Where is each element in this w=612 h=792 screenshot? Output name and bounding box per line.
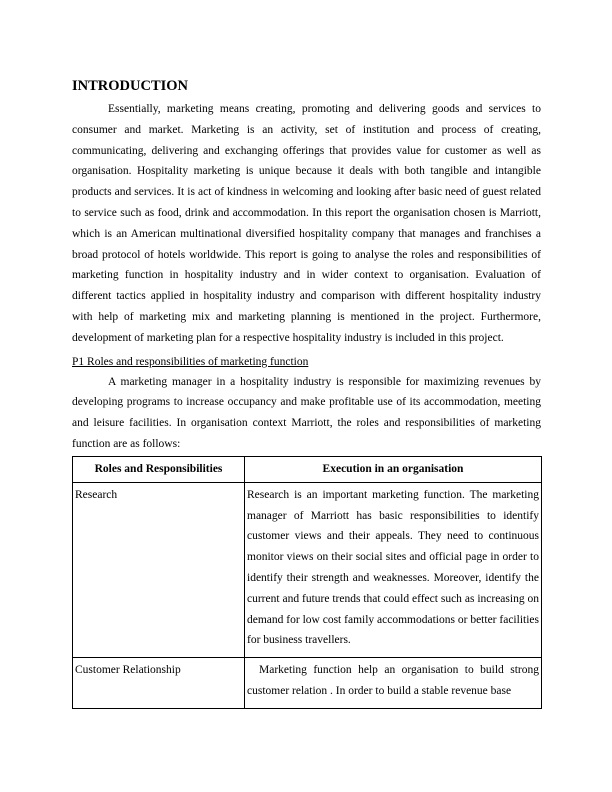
table-header-roles: Roles and Responsibilities <box>73 456 245 482</box>
table-row <box>73 482 542 657</box>
table-header-row <box>73 456 542 482</box>
table-cell-execution: Research is an important marketing function. The marketing manager of Marriott has basic responsibilities to identify customer views and their appeals. They need to continuous monitor views on their social sites and official page in order to identify their strength and weaknesses. Moreover, identify the current and future trends that could effect such as increasing on demand for low cost family accommodations or better facilities for business travellers. <box>245 482 542 657</box>
table-row <box>73 658 542 709</box>
section-title: P1 Roles and responsibilities of marketing function <box>72 355 309 368</box>
roles-table <box>72 456 542 709</box>
table-header-execution: Execution in an organisation <box>245 456 542 482</box>
intro-paragraph: Essentially, marketing means creating, promoting and delivering goods and services to consumer and market. Marketing is an activity, set of institution and process of creating, communicating, delivering and exchanging offerings that provides value for customer as well as organisation. Hospitality marketing is unique because it deals with both tangible and intangible products and services. It is act of kindness in welcoming and looking after basic need of guest related to service such as food, drink and accommodation. In this report the organisation chosen is Marriott, which is an American multinational diversified hospitality company that manages and franchises a broad protocol of hotels worldwide. This report is going to analyse the roles and responsibilities of marketing function in hospitality industry and in wider context to organisation. Evaluation of different tactics applied in hospitality industry and comparison with different hospitality industry with help of marketing mix and marketing planning is mentioned in the project. Furthermore, development of marketing plan for a respective hospitality industry is included in this project. <box>72 103 541 344</box>
table-cell-role: Research <box>73 482 245 657</box>
section-paragraph: A marketing manager in a hospitality industry is responsible for maximizing revenues by developing programs to increase occupancy and make profitable use of its accommodation, meeting and leisure facilities. In organisation context Marriott, the roles and responsibilities of marketing function are as follows: <box>72 375 541 450</box>
document-page <box>72 76 541 709</box>
page-title: INTRODUCTION <box>72 78 189 94</box>
table-cell-role: Customer Relationship <box>73 658 245 709</box>
table-cell-execution: Marketing function help an organisation to build strong customer relation . In order to build a stable revenue base <box>245 658 542 709</box>
